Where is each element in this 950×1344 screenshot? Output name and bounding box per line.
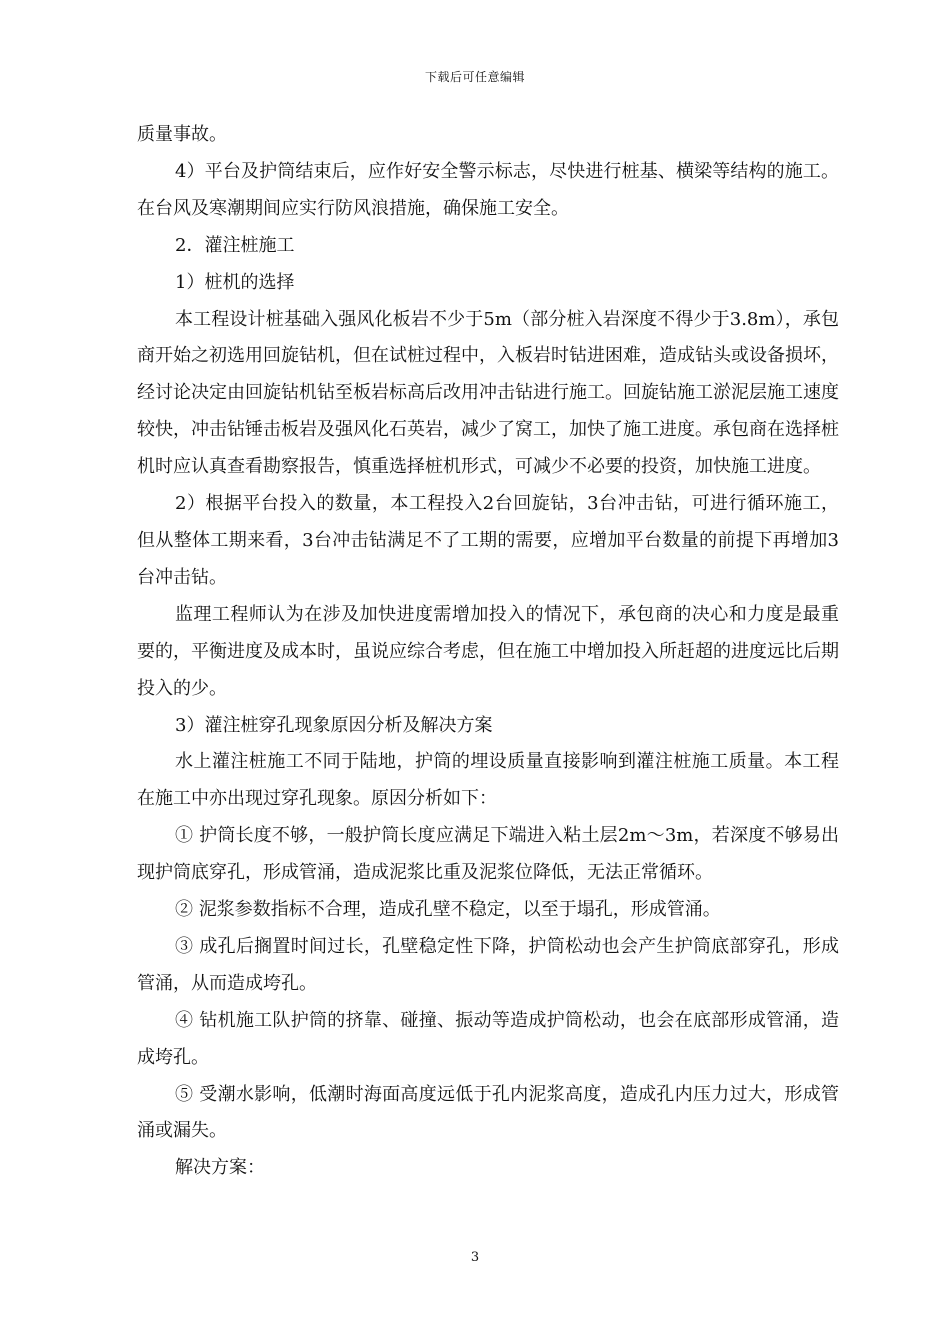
list-item: ① 护筒长度不够，一般护筒长度应满足下端进入粘土层2m～3m，若深度不够易出现护筒底穿孔，形成管涌，造成泥浆比重及泥浆位降低，无法正常循环。 [137,825,839,884]
paragraph: 4）平台及护筒结束后，应作好安全警示标志，尽快进行桩基、横梁等结构的施工。在台风及寒潮期间应实行防风浪措施，确保施工安全。 [137,160,839,219]
list-item: ⑤ 受潮水影响，低潮时海面高度远低于孔内泥浆高度，造成孔内压力过大，形成管涌或漏失。 [137,1083,839,1142]
list-item: ② 泥浆参数指标不合理，造成孔壁不稳定，以至于塌孔，形成管涌。 [175,899,721,921]
section-heading: 2．灌注桩施工 [175,234,295,256]
paragraph: 本工程设计桩基础入强风化板岩不少于5m（部分桩入岩深度不得少于3.8m），承包商开始之初选用回旋钻机，但在试桩过程中，入板岩时钻进困难，造成钻头或设备损坏，经讨论决定由回旋钻机钻至板岩标高后改用冲击钻进行施工。回旋钻施工淤泥层施工速度较快，冲击钻锤击板岩及强风化石英岩，减少了窝工，加快了施工进度。承包商在选择桩机时应认真查看勘察报告，慎重选择桩机形式，可减少不必要的投资，加快施工进度。 [137,308,839,478]
subsection-heading: 1）桩机的选择 [175,271,295,293]
page-header: 下载后可任意编辑 [424,70,525,84]
paragraph: 2）根据平台投入的数量，本工程投入2台回旋钻，3台冲击钻，可进行循环施工，但从整体工期来看，3台冲击钻满足不了工期的需要，应增加平台数量的前提下再增加3台冲击钻。 [137,493,839,588]
paragraph: 质量事故。 [137,124,227,145]
paragraph: 水上灌注桩施工不同于陆地，护筒的埋设质量直接影响到灌注桩施工质量。本工程在施工中亦出现过穿孔现象。原因分析如下： [137,751,839,810]
list-item: ④ 钻机施工队护筒的挤靠、碰撞、振动等造成护筒松动，也会在底部形成管涌，造成垮孔。 [137,1009,839,1068]
subsection-heading: 3）灌注桩穿孔现象原因分析及解决方案 [175,714,493,736]
page-number: 3 [470,1250,480,1265]
document-body [137,117,839,1187]
list-item: ③ 成孔后搁置时间过长，孔壁稳定性下降，护筒松动也会产生护筒底部穿孔，形成管涌，从而造成垮孔。 [137,935,839,994]
paragraph: 监理工程师认为在涉及加快进度需增加投入的情况下，承包商的决心和力度是最重要的，平衡进度及成本时，虽说应综合考虑，但在施工中增加投入所赶超的进度远比后期投入的少。 [137,603,839,699]
paragraph: 解决方案： [175,1157,265,1179]
